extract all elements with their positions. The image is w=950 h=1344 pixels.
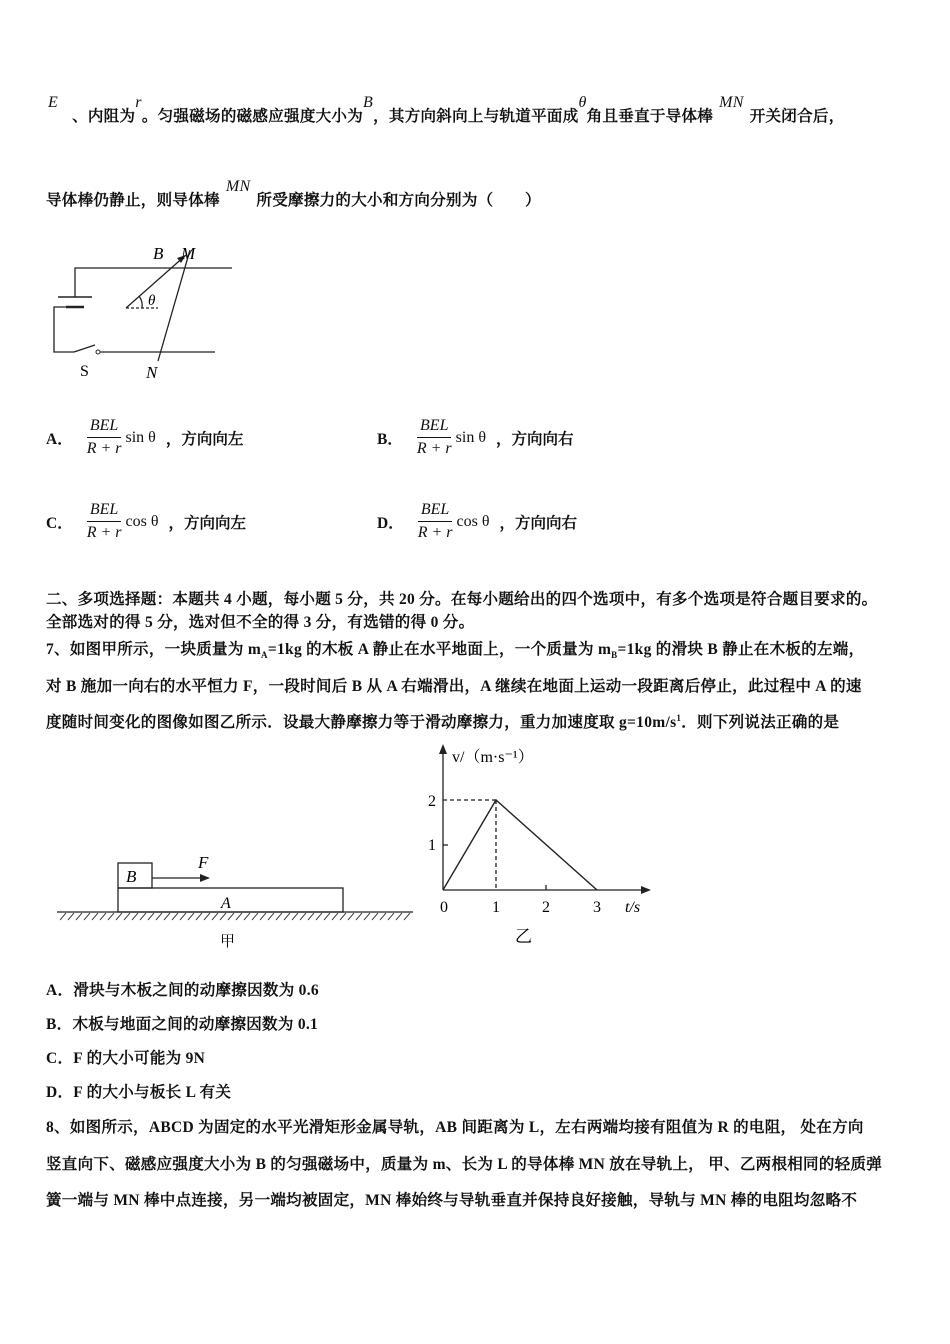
label-N: N: [146, 363, 158, 382]
y-tick-1: 1: [428, 837, 436, 854]
x-tick-2: 2: [542, 899, 550, 916]
label-B: B: [153, 244, 164, 263]
q6-line2: 导体棒仍静止，则导体棒MN所受摩擦力的大小和方向分别为（ ）: [46, 178, 541, 209]
y-tick-2: 2: [428, 793, 436, 810]
q6-circuit-figure: [40, 235, 250, 385]
q6-option-b[interactable]: B． $\frac{\text{BEL}}{R + r}$ sin θ ，方向向右: [377, 417, 574, 457]
fraction: $\frac{\text{BEL}}{R + r}$: [417, 501, 453, 541]
q8-line1: 8、如图所示，ABCD 为固定的水平光滑矩形金属导轨，AB 间距离为 L，左右两端均接有阻值为 R 的电阻， 处在方向: [46, 1119, 864, 1136]
q6-option-d[interactable]: D． $\frac{\text{BEL}}{R + r}$ cos θ ，方向向右: [377, 501, 578, 541]
q7-line2: 对 B 施加一向右的水平恒力 F，一段时间后 B 从 A 右端滑出，A 继续在地面上运动一段距离后停止，此过程中 A 的速: [46, 678, 862, 695]
caption-jia: 甲: [220, 934, 236, 950]
q8-line3: 簧一端与 MN 棒中点连接，另一端均被固定，MN 棒始终与导轨垂直并保持良好接触，导轨与 MN 棒的电阻均忽略不: [46, 1192, 858, 1209]
x-axis-label: t/s: [625, 899, 641, 916]
label-M: M: [181, 244, 196, 263]
q7-line1: 7、如图甲所示，一块质量为 $m_A=1kg$ 的木板 A 静止在水平地面上，一个质量为 $m_B=1kg$ 的滑块 B 静止在木板的左端，: [46, 641, 865, 661]
q7-option-a[interactable]: A．滑块与木板之间的动摩擦因数为 0.6: [46, 982, 319, 999]
q7-option-c[interactable]: C．F 的大小可能为 9N: [46, 1050, 206, 1067]
y-axis-label: v/（m·s⁻¹）: [452, 749, 534, 766]
q7-option-b[interactable]: B．木板与地面之间的动摩擦因数为 0.1: [46, 1016, 319, 1033]
caption-yi: 乙: [515, 927, 532, 946]
section2-heading-line2: 全部选对的得 5 分，选对但不全的得 3 分，有选错的得 0 分。: [46, 614, 475, 631]
label-B: B: [126, 867, 137, 886]
q8-line2: 竖直向下、磁感应强度大小为 B 的匀强磁场中，质量为 m、长为 L 的导体棒 MN 放在导轨上， 甲、乙两根相同的轻质弹: [46, 1156, 883, 1173]
label-F: F: [198, 853, 209, 872]
q7-vt-graph: [420, 740, 660, 950]
velocity-line: [443, 800, 597, 890]
q6-option-c[interactable]: C． $\frac{\text{BEL}}{R + r}$ cos θ ，方向向左: [46, 501, 247, 541]
fraction: $\frac{\text{BEL}}{R + r}$: [86, 417, 122, 457]
fraction: $\frac{\text{BEL}}{R + r}$: [416, 417, 452, 457]
x-tick-0: 0: [440, 899, 448, 916]
x-tick-3: 3: [593, 899, 601, 916]
fraction: $\frac{\text{BEL}}{R + r}$: [86, 501, 122, 541]
q7-option-d[interactable]: D．F 的大小与板长 L 有关: [46, 1084, 232, 1101]
x-tick-1: 1: [492, 899, 500, 916]
label-theta: θ: [148, 293, 156, 309]
label-S: S: [80, 363, 89, 380]
q6-line1: E、内阻为r。匀强磁场的磁感应强度大小为B，其方向斜向上与轨道平面成θ角且垂直于导体棒MN开关闭合后，: [48, 94, 845, 125]
section2-heading-line1: 二、多项选择题：本题共 4 小题，每小题 5 分，共 20 分。在每小题给出的四个选项中，有多个选项是符合题目要求的。: [46, 591, 878, 608]
label-A: A: [221, 895, 231, 912]
q6-option-a[interactable]: A． $\frac{\text{BEL}}{R + r}$ sin θ ，方向向左: [46, 417, 244, 457]
q7-figure-jia: [55, 845, 420, 950]
q7-line3: 度随时间变化的图像如图乙所示．设最大静摩擦力等于滑动摩擦力，重力加速度取 $g=10m/s^1$．则下列说法正确的是: [46, 712, 840, 731]
